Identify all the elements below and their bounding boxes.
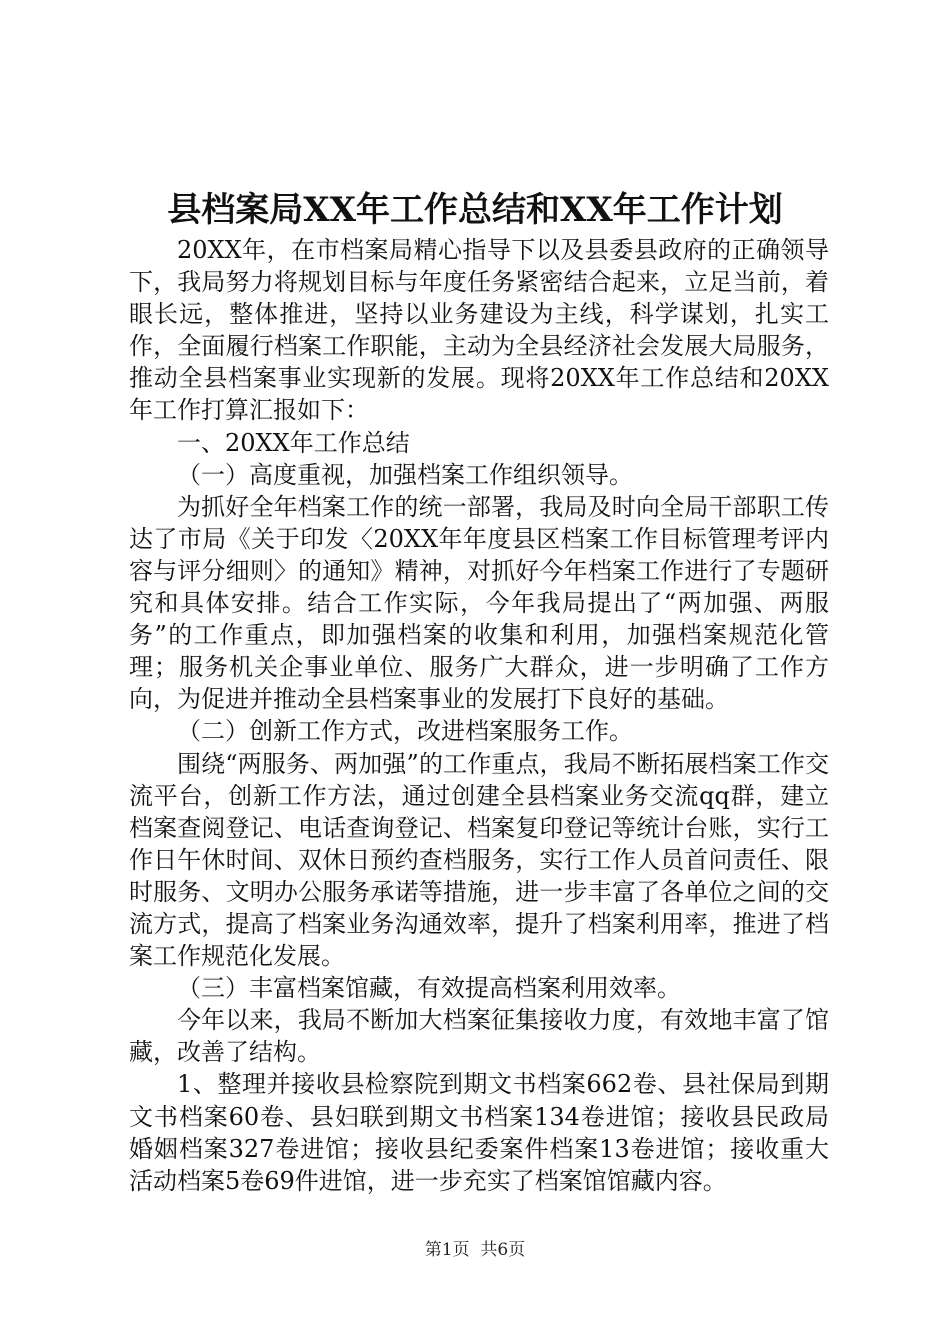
page-number: 第1页 <box>424 1240 470 1260</box>
body-paragraph: 为抓好全年档案工作的统一部署，我局及时向全局干部职工传达了市局《关于印发〈20XX年年度县区档案工作目标管理考评内容与评分细则〉的通知》精神，对抓好今年档案工作进行了专题研究和具体安排。结合工作实际，今年我局提出了“两加强、两服务”的工作重点，即加强档案的收集和利用，加强档案规范化管理；服务机关企事业单位、服务广大群众，进一步明确了工作方向，为促进并推动全县档案事业的发展打下良好的基础。 <box>129 492 829 714</box>
document-body <box>129 234 829 1197</box>
subsection-heading: （二）创新工作方式，改进档案服务工作。 <box>177 717 633 746</box>
intro-paragraph: 20XX年，在市档案局精心指导下以及县委县政府的正确领导下，我局努力将规划目标与年度任务紧密结合起来，立足当前，着眼长远，整体推进，坚持以业务建设为主线，科学谋划，扎实工作，全面履行档案工作职能，主动为全县经济社会发展大局服务，推动全县档案事业实现新的发展。现将20XX年工作总结和20XX年工作打算汇报如下： <box>129 236 829 425</box>
document-title: 县档案局XX年工作总结和XX年工作计划 <box>167 190 783 230</box>
section-heading: 一、20XX年工作总结 <box>177 428 410 457</box>
subsection-heading: （一）高度重视，加强档案工作组织领导。 <box>177 460 633 489</box>
body-paragraph: 今年以来，我局不断加大档案征集接收力度，有效地丰富了馆藏，改善了结构。 <box>129 1006 829 1067</box>
page-total: 共6页 <box>480 1240 526 1260</box>
page-footer <box>0 1238 950 1262</box>
body-paragraph: 1、整理并接收县检察院到期文书档案662卷、县社保局到期文书档案60卷、县妇联到期文书档案134卷进馆；接收县民政局婚姻档案327卷进馆；接收县纪委案件档案13卷进馆；接收重大活动档案5卷69件进馆，进一步充实了档案馆馆藏内容。 <box>129 1070 829 1195</box>
subsection-heading: （三）丰富档案馆藏，有效提高档案利用效率。 <box>177 974 681 1003</box>
body-paragraph: 围绕“两服务、两加强”的工作重点，我局不断拓展档案工作交流平台，创新工作方法，通过创建全县档案业务交流qq群，建立档案查阅登记、电话查询登记、档案复印登记等统计台账，实行工作日午休时间、双休日预约查档服务，实行工作人员首问责任、限时服务、文明办公服务承诺等措施，进一步丰富了各单位之间的交流方式，提高了档案业务沟通效率，提升了档案利用率，推进了档案工作规范化发展。 <box>129 749 829 971</box>
